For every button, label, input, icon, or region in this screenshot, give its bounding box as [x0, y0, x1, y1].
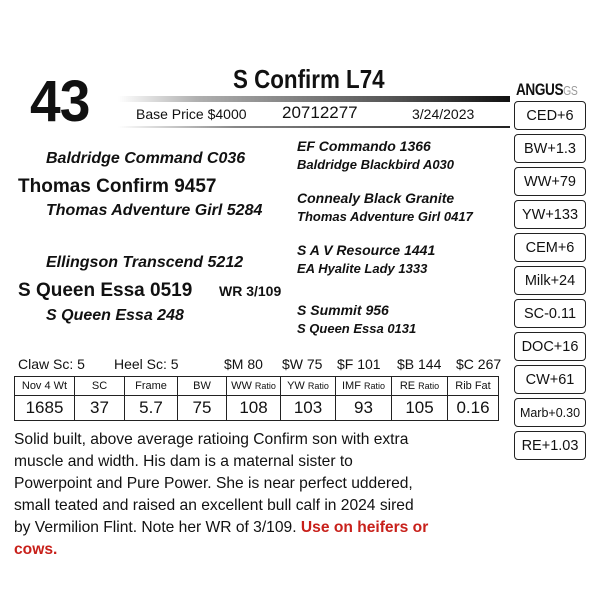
- value-yw-ratio: 103: [281, 396, 336, 421]
- value-ww-ratio: 108: [227, 396, 281, 421]
- header-rule: [118, 96, 510, 102]
- epd-milk: Milk+24: [514, 266, 586, 295]
- epd-column: [514, 101, 586, 464]
- epd-doc: DOC+16: [514, 332, 586, 361]
- pedigree-ds-sire: S A V Resource 1441: [297, 242, 436, 258]
- header-re-ratio: RE Ratio: [392, 377, 448, 396]
- value-nov-wt: 1685: [15, 396, 75, 421]
- pedigree-dd-sire: S Summit 956: [297, 302, 389, 318]
- pedigree-sire-dam: Thomas Adventure Girl 5284: [46, 202, 263, 219]
- header-sc: SC: [75, 377, 125, 396]
- bull-name: S Confirm L74: [233, 64, 385, 94]
- pedigree-dam-sire: Ellingson Transcend 5212: [46, 254, 244, 271]
- pedigree-sire-sire: Baldridge Command C036: [46, 150, 246, 167]
- epd-re: RE+1.03: [514, 431, 586, 460]
- epd-yw: YW+133: [514, 200, 586, 229]
- epd-ced: CED+6: [514, 101, 586, 130]
- header-ww-ratio: WW Ratio: [227, 377, 281, 396]
- header-rib-fat: Rib Fat: [448, 377, 499, 396]
- performance-header-row: [15, 377, 499, 396]
- header-yw-ratio: YW Ratio: [281, 377, 336, 396]
- epd-ww: WW+79: [514, 167, 586, 196]
- value-rib-fat: 0.16: [448, 396, 499, 421]
- pedigree-sd-sire: Connealy Black Granite: [297, 190, 455, 206]
- index-w: $W 75: [282, 356, 323, 372]
- angus-gs-logo: ANGUSGS: [516, 80, 578, 99]
- dam-wr: WR 3/109: [219, 283, 282, 299]
- value-sc: 37: [75, 396, 125, 421]
- pedigree-ds-dam: EA Hyalite Lady 1333: [297, 261, 428, 276]
- epd-marb: Marb+0.30: [514, 398, 586, 427]
- lot-number: 43: [30, 69, 90, 134]
- epd-bw: BW+1.3: [514, 134, 586, 163]
- header-bw: BW: [178, 377, 227, 396]
- birth-date: 3/24/2023: [412, 106, 475, 122]
- registration-number: 20712277: [282, 103, 358, 122]
- claw-score: Claw Sc: 5: [18, 356, 85, 372]
- pedigree-sire: Thomas Confirm 9457: [18, 176, 217, 197]
- header-underline: [118, 126, 510, 128]
- pedigree-dd-dam: S Queen Essa 0131: [297, 321, 417, 336]
- pedigree-dam-dam: S Queen Essa 248: [46, 307, 184, 324]
- heel-score: Heel Sc: 5: [114, 356, 179, 372]
- description-text: Solid built, above average ratioing Confirm son with extra muscle and width. His dam is a maternal sister to Powerpoint and Pure Power. She is near perfect uddered, small teated and raised an excellent bull calf in 2024 sired by Vermilion Flint. Note her WR of 3/109.: [14, 431, 414, 536]
- index-f: $F 101: [337, 356, 381, 372]
- performance-value-row: [15, 396, 499, 421]
- lot-description: [14, 429, 434, 561]
- base-price: Base Price $4000: [136, 106, 247, 122]
- epd-sc: SC-0.11: [514, 299, 586, 328]
- header-nov-wt: Nov 4 Wt: [15, 377, 75, 396]
- pedigree-ss-dam: Baldridge Blackbird A030: [297, 157, 455, 172]
- value-imf-ratio: 93: [336, 396, 392, 421]
- epd-cem: CEM+6: [514, 233, 586, 262]
- index-m: $M 80: [224, 356, 263, 372]
- index-c: $C 267: [456, 356, 502, 372]
- epd-cw: CW+61: [514, 365, 586, 394]
- pedigree-sd-dam: Thomas Adventure Girl 0417: [297, 209, 473, 224]
- pedigree-dam: S Queen Essa 0519: [18, 280, 193, 301]
- index-b: $B 144: [397, 356, 442, 372]
- value-frame: 5.7: [125, 396, 178, 421]
- value-bw: 75: [178, 396, 227, 421]
- value-re-ratio: 105: [392, 396, 448, 421]
- pedigree-ss-sire: EF Commando 1366: [297, 138, 431, 154]
- header-imf-ratio: IMF Ratio: [336, 377, 392, 396]
- description-highlight: Use on heifers or cows.: [14, 519, 429, 558]
- performance-table: [14, 376, 499, 421]
- header-frame: Frame: [125, 377, 178, 396]
